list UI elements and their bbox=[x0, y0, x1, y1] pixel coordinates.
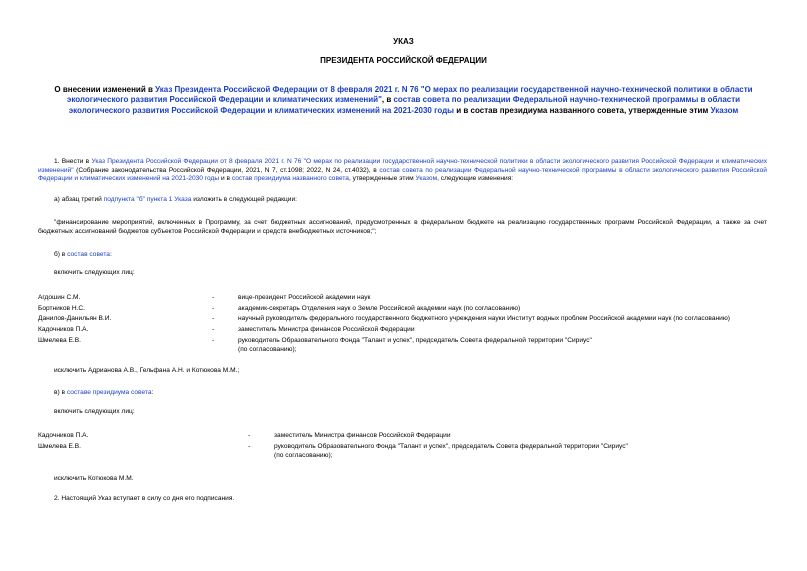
heading-text: О внесении изменений в bbox=[54, 85, 156, 94]
include-label-1: включить следующих лиц: bbox=[54, 269, 135, 276]
paragraph-b bbox=[54, 251, 783, 260]
person-position: заместитель Министра финансов Российской Федерации bbox=[274, 432, 451, 439]
person-name: Шмелева Е.В. bbox=[38, 443, 81, 450]
heading-link-decree[interactable]: Указ Президента Российской Федерации от 8 февраля 2021 г. N 76 "О мерах по реализации государственной научно-технической политики в области экологического развития Российской Федерации и климатических изменений" bbox=[66, 85, 753, 105]
quote-paragraph: "финансирование мероприятий, включенных в Программу, за счет бюджетных ассигнований, предусмотренных в федеральном бюджете на реализацию государственных программ Российской Федерации, а также за счет бюджетных ассигнований бюджетов субъектов Российской Федерации и средств внебюджетных источников;"; bbox=[38, 219, 767, 235]
list1-row bbox=[38, 326, 768, 336]
p1-text: (Собрание законодательства Российской Федерации, 2021, N 7, ст.1098; 2022, N 24, ст.4032), в bbox=[73, 166, 380, 174]
person-name: Данилов-Данильян В.И. bbox=[38, 315, 112, 322]
document-title: УКАЗ bbox=[393, 37, 414, 46]
dash: - bbox=[212, 315, 215, 322]
dash: - bbox=[212, 337, 215, 344]
document-subtitle: ПРЕЗИДЕНТА РОССИЙСКОЙ ФЕДЕРАЦИИ bbox=[320, 56, 487, 65]
dash: - bbox=[212, 326, 215, 333]
paragraph-1 bbox=[38, 158, 767, 184]
paragraph-a bbox=[54, 196, 783, 205]
exclude-paragraph-2: исключить Котюкова М.М. bbox=[54, 475, 134, 482]
p1-link-council[interactable]: состав совета по реализации Федеральной научно-технической программы в области экологического развития Российской Федерации и климатических изменений на 2021-2030 годы bbox=[38, 166, 767, 183]
person-position: заместитель Министра финансов Российской Федерации bbox=[238, 326, 415, 333]
pv-text: : bbox=[151, 389, 154, 396]
person-name: Шмелева Е.В. bbox=[38, 337, 81, 344]
pb-link-council[interactable]: состав совета bbox=[67, 251, 110, 258]
pv-link-presidium[interactable]: составе президиума совета bbox=[66, 389, 152, 396]
p1-link-presidium[interactable]: состав президиума названного совета bbox=[231, 175, 349, 183]
person-name: Бортников Н.С. bbox=[38, 305, 86, 312]
list1-row bbox=[38, 294, 768, 304]
p1-text: и в bbox=[219, 175, 232, 183]
dash: - bbox=[212, 305, 215, 312]
heading-text: и в состав президиума названного совета, утвержденные этим bbox=[454, 105, 711, 115]
paragraph-2: 2. Настоящий Указ вступает в силу со дня его подписания. bbox=[54, 495, 235, 502]
person-name: Агдошин С.М. bbox=[38, 294, 81, 301]
exclude-paragraph-1: исключить Адрианова А.В., Гельфана А.Н. и Котюкова М.М.; bbox=[54, 367, 240, 374]
person-position: академик-секретарь Отделения наук о Земле Российской академии наук (по согласованию) bbox=[238, 305, 521, 312]
p1-link-decree[interactable]: Указ Президента Российской Федерации от 8 февраля 2021 г. N 76 "О мерах по реализации государственной научно-технической политики в области экологического развития Российской Федерации и климатических изменений" bbox=[38, 158, 767, 174]
person-name: Кадочников П.А. bbox=[38, 326, 89, 333]
paragraph-v bbox=[54, 389, 783, 398]
pa-link-subitem[interactable]: подпункта "б" пункта 1 Указа bbox=[103, 196, 192, 203]
person-name: Кадочников П.А. bbox=[38, 432, 89, 439]
pb-text: : bbox=[109, 251, 112, 258]
dash: - bbox=[248, 443, 251, 450]
dash: - bbox=[212, 294, 215, 301]
person-position: вице-президент Российской академии наук bbox=[238, 294, 371, 301]
person-position: руководитель Образовательного Фонда "Талант и успех", председатель Совета федеральной территории "Сириус" bbox=[274, 443, 628, 450]
person-position: руководитель Образовательного Фонда "Талант и успех", председатель Совета федеральной территории "Сириус" bbox=[238, 337, 592, 344]
person-position: научный руководитель федерального государственного бюджетного учреждения науки Институт водных проблем Российской академии наук (по согласованию) bbox=[238, 315, 730, 322]
heading-text: , в bbox=[381, 95, 394, 105]
pb-text: б) в bbox=[54, 251, 68, 258]
pv-text: в) в bbox=[54, 389, 67, 396]
dash: - bbox=[248, 432, 251, 439]
document-heading bbox=[36, 85, 771, 116]
person-position-note: (по согласованию); bbox=[238, 346, 297, 353]
include-label-2: включить следующих лиц: bbox=[54, 408, 135, 415]
p1-text: , утвержденные этим bbox=[348, 175, 416, 183]
p1-link-ukaz[interactable]: Указом bbox=[415, 175, 438, 183]
heading-link-ukaz[interactable]: Указом bbox=[710, 105, 739, 115]
list1-row-continued bbox=[38, 346, 768, 356]
heading-link-council[interactable]: состав совета по реализации Федеральной научно-технической программы в области экологического развития Российской Федерации и климатических изменений на 2021-2030 годы bbox=[68, 95, 741, 115]
person-position-note: (по согласованию); bbox=[274, 452, 333, 459]
pa-text: изложить в следующей редакции: bbox=[191, 196, 297, 203]
p1-text: 1. Внести в bbox=[54, 158, 92, 165]
list1-row bbox=[38, 315, 768, 325]
pa-text: а) абзац третий bbox=[54, 196, 104, 203]
list1-row bbox=[38, 305, 768, 315]
p1-text: , следующие изменения: bbox=[437, 175, 514, 183]
